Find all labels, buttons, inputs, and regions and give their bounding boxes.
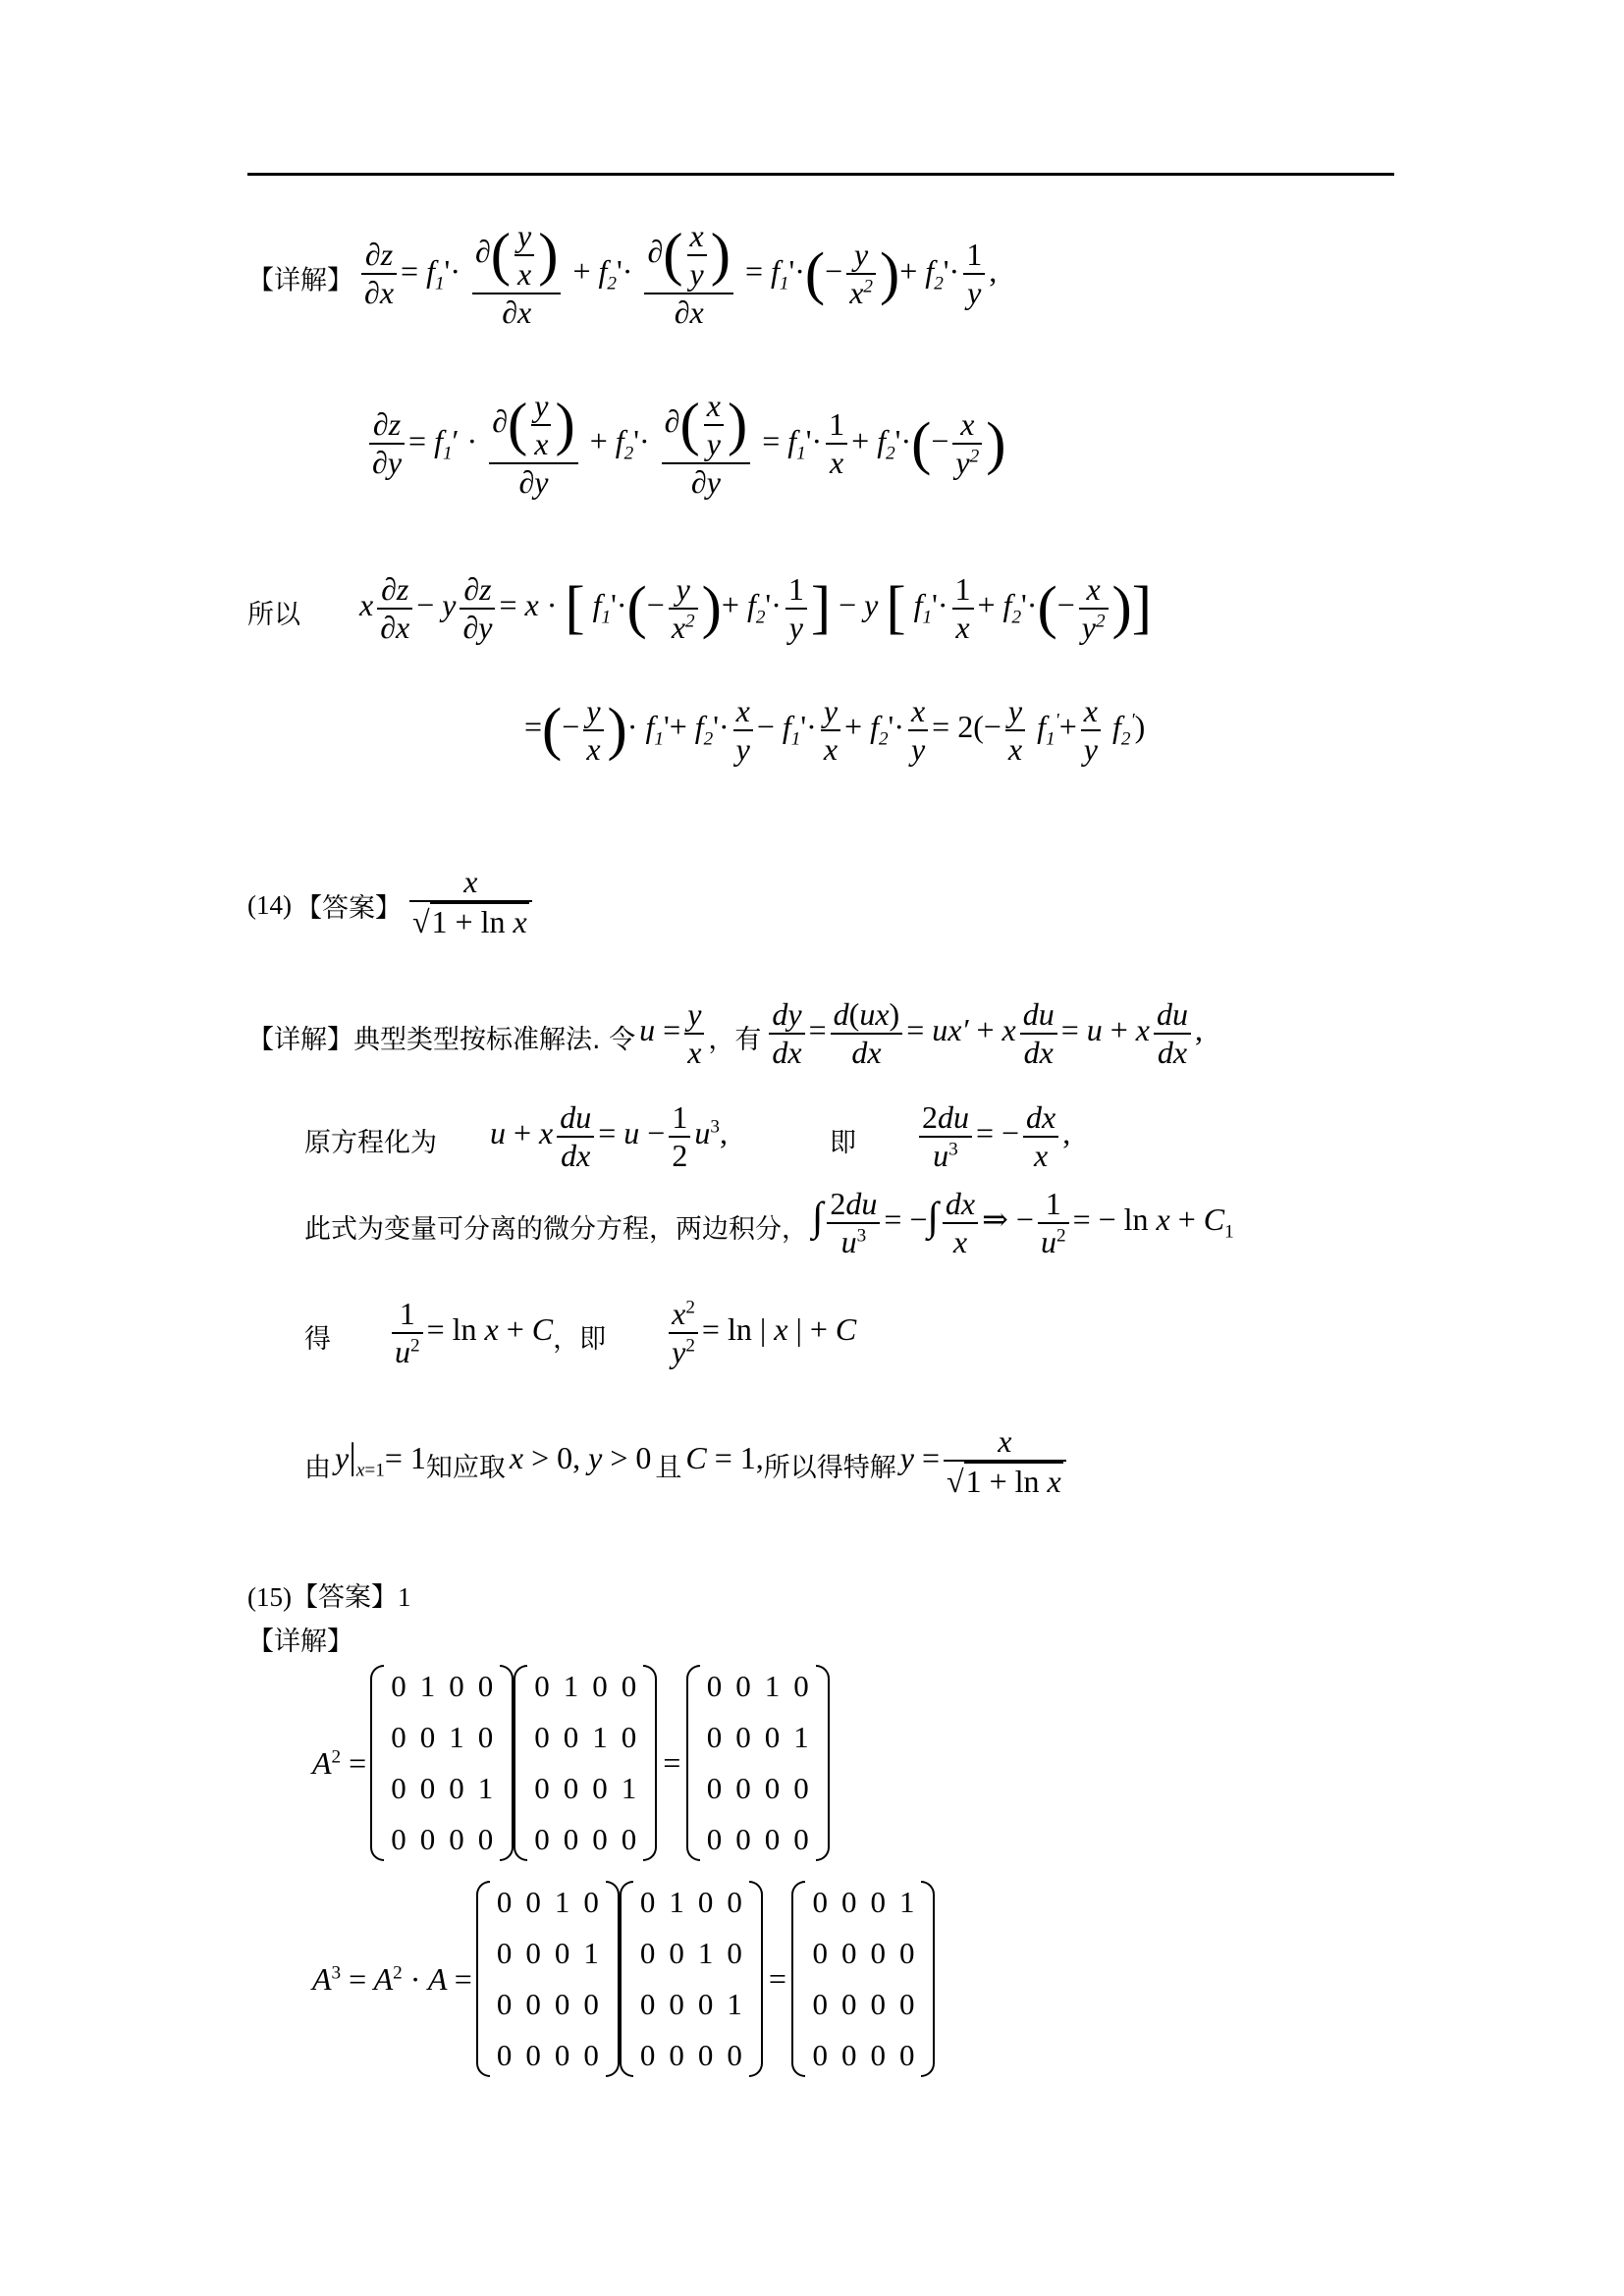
matrix-cell: 0 (793, 1771, 809, 1805)
matrix-row (805, 1877, 921, 1928)
answer-label: 【答案】 (291, 1582, 398, 1613)
matrix-cell: 0 (898, 1987, 915, 2021)
matrix-cell: 0 (449, 1822, 464, 1856)
separable-text: 此式为变量可分离的微分方程，两边积分， (304, 1213, 808, 1245)
matrix-row (633, 1877, 749, 1928)
matrix-cell: 1 (697, 1936, 714, 1970)
matrix-cell: 0 (793, 1822, 809, 1856)
matrix-cell: 0 (563, 1822, 579, 1856)
matrix-cell: 0 (496, 2038, 513, 2072)
matrix-cell: 0 (534, 1771, 550, 1805)
matrix-cell: 0 (706, 1771, 723, 1805)
matrix-cell: 0 (449, 1669, 464, 1703)
matrix-cell: 1 (449, 1720, 464, 1754)
q14-detail-line4: 得 $\frac{1}{u^2}$ = ln x + C，即 $\frac{x^2}{y^2}$ = ln | x | + C (304, 1296, 857, 1369)
matrix-row (490, 2030, 606, 2081)
matrix-cell: 0 (583, 1987, 599, 2021)
ie-text: 即 (829, 1127, 856, 1158)
matrix-row (633, 1979, 749, 2030)
matrix-cell: 0 (419, 1720, 436, 1754)
matrix-cell: 0 (840, 2038, 857, 2072)
matrix-cell: 0 (391, 1822, 406, 1856)
matrix-cell: 0 (706, 1669, 723, 1703)
matrix-cell: 0 (554, 1936, 570, 1970)
matrix-cell: 0 (639, 1936, 656, 1970)
matrix-cell: 0 (525, 1936, 541, 1970)
matrix-cell: 0 (898, 2038, 915, 2072)
matrix-cell: 0 (639, 1885, 656, 1919)
matrix-cell: 0 (563, 1720, 579, 1754)
matrix-cell: 0 (898, 1936, 915, 1970)
eq-A-cubed: $A^3 = A^2 \cdot A$ = 0 0 1 0 0 0 0 1 0 0 0 0 0 0 0 0 0 1 0 0 0 0 1 0 0 0 0 1 0 0 0 0 = 0 0 0 1 0 0 0 0 0 0 0 0 0 0 0 0 (312, 1877, 935, 2081)
matrix-row (700, 1814, 816, 1865)
matrix-A2 (476, 1877, 620, 2081)
matrix-cell: 0 (735, 1669, 751, 1703)
matrix-cell: 0 (870, 2038, 886, 2072)
matrix-cell: 0 (697, 1987, 714, 2021)
matrix-cell: 1 (764, 1669, 781, 1703)
matrix-cell: 0 (840, 1987, 857, 2021)
matrix-cell: 0 (391, 1720, 406, 1754)
matrix-cell: 0 (419, 1822, 436, 1856)
eq-combined: 所以 x $\frac{\partial z}{\partial x}$ − y $\frac{\partial z}{\partial y}$ = x · [ $f_1'\cdot(-$ $\frac{y}{x^2}$ )+ $f_2'\cdot$ $\frac{1}{y}$ ] − y [ $f_1'\cdot$ $\frac{1}{x}$ + $f_2'\cdot(-$ $\frac{x}{y^2}$ )] (247, 571, 1153, 645)
matrix-cell: 0 (697, 1885, 714, 1919)
matrix-cell: 0 (669, 1936, 684, 1970)
matrix-cell: 0 (449, 1771, 464, 1805)
matrix-cell: 0 (639, 1987, 656, 2021)
matrix-cell: 0 (793, 1669, 809, 1703)
q15-detail-label (247, 1620, 353, 1658)
comma-ie-text: ，即 (553, 1323, 607, 1355)
matrix-cell: 0 (727, 2038, 742, 2072)
matrix-cell: 0 (727, 1936, 742, 1970)
q15-answer (247, 1575, 410, 1614)
matrix-cell: 0 (525, 1885, 541, 1919)
eq-dzdx: 【详解】 $\frac{\partial z}{\partial x}$ = $f_1'\cdot$ ∂( $\frac{y}{x}$ ) ∂x + $f_2'\cdot$ ∂( $\frac{x}{y}$ ) ∂x = $f_1'\cdot(-$ $\frac{y}{x^2}$ )+ $f_2'\cdot$ $\frac{1}{y}$ , (247, 218, 998, 330)
matrix-row (490, 1928, 606, 1979)
matrix-row (633, 2030, 749, 2081)
matrix-cell: 0 (870, 1936, 886, 1970)
matrix-row (805, 2030, 921, 2081)
matrix-cell: 0 (735, 1771, 751, 1805)
matrix-cell: 0 (697, 2038, 714, 2072)
q14-number: (14) (247, 889, 292, 920)
matrix-A (620, 1877, 763, 2081)
matrix-cell: 0 (477, 1669, 494, 1703)
header-rule (247, 173, 1394, 176)
matrix-cell: 1 (898, 1885, 915, 1919)
matrix-cell: 1 (621, 1771, 637, 1805)
matrix-row (490, 1979, 606, 2030)
matrix-cell: 1 (793, 1720, 809, 1754)
eq-dzdy: $\frac{\partial z}{\partial y}$ = $f_1'$ · ∂( $\frac{y}{x}$ ) ∂y + $f_2'\cdot$ ∂( $\frac{x}{y}$ ) ∂y = $f_1'\cdot$ $\frac{1}{x}$ + $f_2'\cdot(-$ $\frac{x}{y^2}$ ) (365, 388, 1005, 500)
matrix-cell: 0 (621, 1669, 637, 1703)
so-special-text: 所以得特解 (763, 1452, 896, 1483)
matrix-cell: 0 (554, 1987, 570, 2021)
matrix-cell: 0 (840, 1885, 857, 1919)
matrix-cell: 0 (706, 1822, 723, 1856)
from-text: 由 (304, 1452, 331, 1483)
matrix-A (514, 1661, 657, 1865)
matrix-cell: 1 (592, 1720, 608, 1754)
matrix-cell: 0 (534, 1822, 550, 1856)
get-text: 得 (304, 1323, 331, 1355)
matrix-cell: 0 (870, 1987, 886, 2021)
matrix-cell: 0 (525, 1987, 541, 2021)
matrix-cell: 0 (812, 1987, 828, 2021)
matrix-cell: 0 (477, 1822, 494, 1856)
matrix-cell: 0 (477, 1720, 494, 1754)
matrix-cell: 0 (764, 1771, 781, 1805)
matrix-cell: 0 (727, 1885, 742, 1919)
detail-label: 【详解】 (247, 265, 353, 296)
matrix-cell: 1 (554, 1885, 570, 1919)
matrix-cell: 1 (477, 1771, 494, 1805)
matrix-cell: 0 (706, 1720, 723, 1754)
matrix-cell: 0 (583, 2038, 599, 2072)
matrix-cell: 0 (735, 1822, 751, 1856)
detail-label: 【详解】 (247, 1627, 353, 1657)
matrix-cell: 0 (840, 1936, 857, 1970)
matrix-cell: 0 (621, 1720, 637, 1754)
matrix-cell: 0 (639, 2038, 656, 2072)
typical-text: 典型类型按标准解法. 令 (353, 1024, 636, 1055)
matrix-cell: 0 (870, 1885, 886, 1919)
matrix-cell: 0 (583, 1885, 599, 1919)
matrix-cell: 1 (583, 1936, 599, 1970)
q14-detail-line1: 【详解】典型类型按标准解法. 令 u = $\frac{y}{x}$ ，有 $\frac{dy}{dx}$ = $\frac{d(ux)}{dx}$ = ux′ + x $\frac{du}{dx}$ = u + x $\frac{du}{dx}$ , (247, 996, 1203, 1070)
eq-combined-result: =(− $\frac{y}{x}$ )· $f_1'+ f_2'\cdot$ $\frac{x}{y}$ − $f_1'\cdot$ $\frac{y}{x}$ + $f_2'\cdot$ $\frac{x}{y}$ = 2(− $\frac{y}{x}$ $f_1'+$ $\frac{x}{y}$ $f_2'$) (524, 693, 1146, 767)
matrix-cell: 0 (419, 1771, 436, 1805)
matrix-cell: 0 (735, 1720, 751, 1754)
matrix-row (805, 1979, 921, 2030)
matrix-row (527, 1661, 643, 1712)
q14-detail-line5: 由 $y|_{x=1}= 1$知应取 x > 0, y > 0 且 C = 1,所以得特解 y = $\frac{x}{\text{√1 + ln x}}$ (304, 1423, 1070, 1500)
matrix-row (700, 1661, 816, 1712)
matrix-cell: 1 (563, 1669, 579, 1703)
matrix-row (700, 1763, 816, 1814)
q14-detail-line3: 此式为变量可分离的微分方程，两边积分， ∫ $\frac{2du}{u^3}$ = −∫ $\frac{dx}{x}$ ⇒ − $\frac{1}{u^2}$ = − $\ln x + C_1$ (304, 1186, 1234, 1259)
matrix-row (527, 1712, 643, 1763)
matrix-row (700, 1712, 816, 1763)
q15-answer-value: 1 (397, 1582, 411, 1612)
matrix-cell: 0 (592, 1669, 608, 1703)
matrix-cell: 0 (496, 1987, 513, 2021)
know-take-text: 知应取 (425, 1452, 506, 1483)
matrix-cell: 0 (391, 1771, 406, 1805)
detail-label: 【详解】 (247, 1024, 353, 1055)
matrix-cell: 0 (391, 1669, 406, 1703)
matrix-row (527, 1814, 643, 1865)
matrix-cell: 0 (534, 1720, 550, 1754)
matrix-row (384, 1661, 500, 1712)
and-text: 且 (655, 1452, 682, 1483)
matrix-cell: 0 (496, 1885, 513, 1919)
matrix-cell: 0 (525, 2038, 541, 2072)
matrix-row (384, 1814, 500, 1865)
matrix-row (490, 1877, 606, 1928)
matrix-row (384, 1712, 500, 1763)
matrix-cell: 0 (812, 1885, 828, 1919)
q14-answer: (14) 【答案】 $\frac{x}{\text{√1 + ln x}}$ (247, 864, 536, 940)
matrix-cell: 0 (764, 1822, 781, 1856)
matrix-cell: 0 (496, 1936, 513, 1970)
q15-number: (15) (247, 1582, 292, 1612)
matrix-cell: 0 (812, 2038, 828, 2072)
matrix-row (527, 1763, 643, 1814)
matrix-cell: 0 (592, 1822, 608, 1856)
matrix-cell: 0 (554, 2038, 570, 2072)
matrix-cell: 0 (621, 1822, 637, 1856)
matrix-row (805, 1928, 921, 1979)
orig-eq-text: 原方程化为 (304, 1127, 437, 1158)
matrix-cell: 0 (592, 1771, 608, 1805)
matrix-cell: 0 (563, 1771, 579, 1805)
matrix-cell: 1 (727, 1987, 742, 2021)
matrix-cell: 1 (669, 1885, 684, 1919)
matrix-cell: 0 (669, 2038, 684, 2072)
matrix-A (370, 1661, 514, 1865)
eq-A-squared: $A^2$ = 0 1 0 0 0 0 1 0 0 0 0 1 0 0 0 0 0 1 0 0 0 0 1 0 0 0 0 1 0 0 0 0 = 0 0 1 0 0 0 0 1 0 0 0 0 0 0 0 0 (312, 1661, 830, 1865)
matrix-A3 (791, 1877, 935, 2081)
matrix-cell: 0 (764, 1720, 781, 1754)
answer-label: 【答案】 (295, 892, 402, 924)
matrix-row (384, 1763, 500, 1814)
q14-detail-line2: 原方程化为 u + x $\frac{du}{dx}$ = u − $\frac{1}{2}$ $u^3$, 即 $\frac{2du}{u^3}$ = − $\frac{dx}{x}$ , (304, 1099, 1071, 1173)
matrix-row (633, 1928, 749, 1979)
have-text: ，有 (708, 1024, 762, 1055)
so-label: 所以 (247, 599, 300, 630)
matrix-cell: 0 (812, 1936, 828, 1970)
matrix-cell: 1 (419, 1669, 436, 1703)
matrix-A2 (686, 1661, 830, 1865)
matrix-cell: 0 (534, 1669, 550, 1703)
matrix-cell: 0 (669, 1987, 684, 2021)
